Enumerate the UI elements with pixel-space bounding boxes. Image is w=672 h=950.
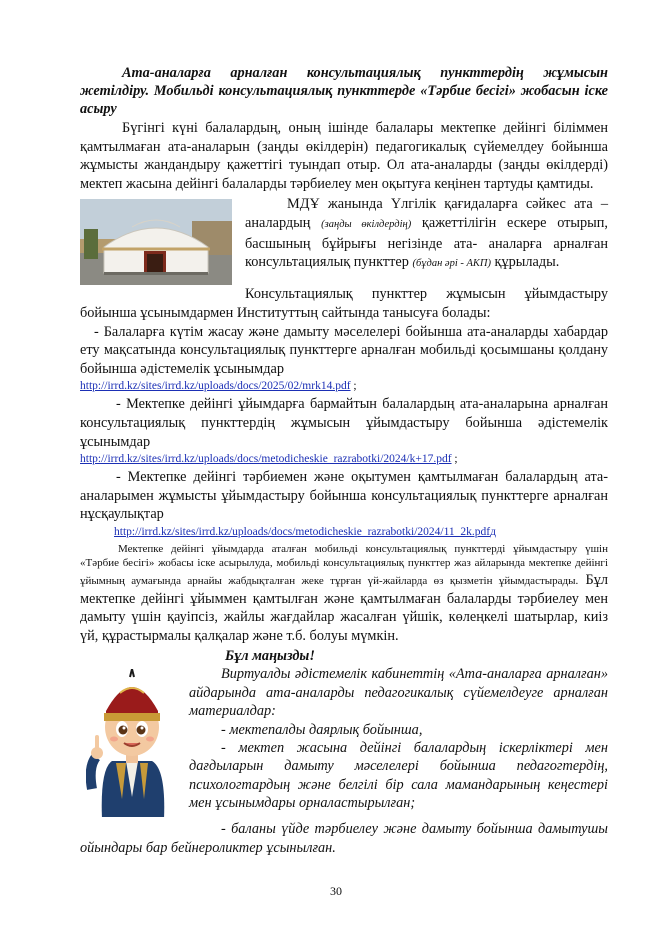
cabinet-list-item: - баланы үйде тәрбиелеу және дамыту бойынша дамытушы ойындары бар бейнероликтер ұсынылған. xyxy=(80,821,608,856)
list-item xyxy=(80,323,608,396)
attention-heading: Бұл маңызды! xyxy=(225,648,315,665)
item-text: - Мектепке дейінгі ұйымдарға бармайтын балалардың ата-аналарына арналған консультациялық пункттердің жұмысын ұйымдастыру бойынша әдістемелік ұсынымдар xyxy=(80,396,608,450)
intro-paragraph: Бүгінгі күні балалардың, оның ішінде балалары мектепке дейінгі біліммен қамтылмаған ата-аналарын (заңды өкілдерін) педагогикалық сүйемелдеу бойынша жұмысты жандандыру қажеттігі туындап отыр. Ол ата-аналарды (заңды өкілдерді) мектеп жасына дейінгі балаларды тәрбиелеу мен оқытуға кеңінен тартуды қамтиды. xyxy=(80,120,608,192)
page-number: 30 xyxy=(330,884,342,898)
yurt-text-italic1: (заңды өкілдердің) xyxy=(321,218,412,230)
yurt-text-part3: құрылады. xyxy=(490,254,560,271)
item-link[interactable]: http://irrd.kz/sites/irrd.kz/uploads/docs/2025/02/mrk14.pdf xyxy=(80,380,351,393)
cabinet-list-item: - мектеп жасына дейінгі балалардың іскерліктері мен дағдыларын дамыту мәселелері бойынша педагогтердің, психологтардың және белгілі бір сала мамандарының кеңестері мен ұсынымдары орналастырылған; xyxy=(189,739,608,812)
note-small-text: Мектепке дейінгі ұйымдарда аталған мобильді консультациялық пункттерді ұйымдастыру үшін «Тәрбие бесігі» жобасы іске асырылуда, мобильді консультациялық пункттер жаз айларында мектепке дейінгі ұйымның аумағында арнайы жабдықталған жеке тұрған үй-жайларда өз қызметін ұйымдастырады. xyxy=(80,542,608,587)
project-note xyxy=(80,542,608,645)
item-link-tail: д xyxy=(490,525,496,538)
item-link-tail: ; xyxy=(451,453,458,466)
item-text: - Балаларға күтім жасау және дамыту мәселелері бойынша ата-аналарды хабардар ету мақсатында консультациялық пункттерге арналған мобильді қосымшаны қолдану бойынша әдістемелік ұсынымдар xyxy=(80,323,608,377)
item-link-tail: ; xyxy=(350,380,357,393)
list-item xyxy=(80,395,608,468)
list-item xyxy=(80,468,608,541)
item-link[interactable]: http://irrd.kz/sites/irrd.kz/uploads/docs/metodicheskie_razrabotki/2024/k+17.pdf xyxy=(80,453,452,466)
cabinet-list-item: - мектепалды даярлық бойынша, xyxy=(221,721,423,738)
yurt-text-part2: қажеттілігін ескере отырып, басшының бұйрығы негізінде ата- аналарға арналған консультациялық пункттер xyxy=(245,214,608,271)
section-title: Ата-аналарға арналған консультациялық пункттердің жұмысын жетілдіру. Мобильді консультациялық пункттерде «Тәрбие бесігі» жобасын іске асыру xyxy=(80,65,608,117)
item-text: - Мектепке дейінгі тәрбиемен және оқытумен қамтылмаған балалардың ата-аналарымен жұмысты ұйымдастыру бойынша консультациялық пункттерге арналған нұсқаулықтар xyxy=(80,469,608,523)
yurt-text-italic2: (бұдан әрі - АКП) xyxy=(412,258,491,270)
yurt-section xyxy=(80,195,608,285)
recommendations-list xyxy=(80,323,608,541)
cabinet-text xyxy=(189,665,608,812)
document-page xyxy=(80,64,608,857)
cabinet-lead: Виртуалды әдістемелік кабинеттің «Ата-аналарға арналған» айдарында ата-аналарды педагогикалық сүйемелдеуге арналған материалдар: xyxy=(189,666,608,720)
cabinet-section xyxy=(80,665,608,845)
item-link[interactable]: http://irrd.kz/sites/irrd.kz/uploads/docs/metodicheskie_razrabotki/2024/11_2k.pdf xyxy=(114,525,491,538)
recommendations-intro: Консультациялық пункттер жұмысын ұйымдастыру бойынша ұсынымдармен Институттың сайтында танысуға болады: xyxy=(80,286,608,321)
yurt-text-part1: МДҰ жанында Үлгілік қағидаларға сәйкес ата – аналардың xyxy=(245,196,608,231)
note-tail-text: Бұл мектепке дейінгі ұйыммен қамтылған және қамтылмаған балаларды тәрбиелеу мен дамыту үшін қауіпсіз, жайлы жағдайлар жасалған үйшік, көлеңкелі шатырлар, киіз үй, құрастырмалы қалқалар және т.б. болуы мүмкін. xyxy=(80,571,608,644)
boy-character-illustration xyxy=(86,669,178,817)
yurt-paragraph xyxy=(245,195,608,273)
yurt-photo xyxy=(80,199,232,285)
